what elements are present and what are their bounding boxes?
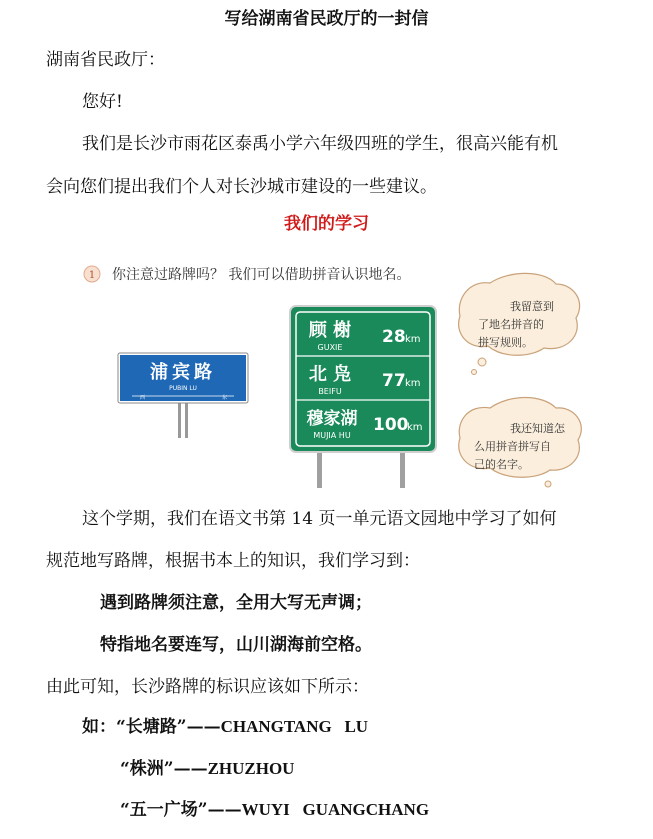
big-sign-name-3: 穆家湖	[306, 409, 358, 429]
thought-bubble-2	[459, 398, 582, 488]
big-sign-distance-2: 77	[382, 371, 406, 391]
big-sign-name-2: 北 凫	[308, 364, 352, 385]
big-sign-name-1: 顾 榭	[308, 320, 352, 341]
big-sign-distance-1: 28	[382, 327, 406, 347]
example-pinyin-2: ZHUZHOU	[207, 759, 295, 778]
salutation: 湖南省民政厅：	[46, 50, 165, 70]
big-sign-unit-1: km	[405, 334, 421, 345]
bubble1-line-3: 拼写规则。	[478, 336, 533, 349]
example-name-1: “长塘路”	[116, 717, 187, 737]
para2-line-1: 这个学期，我们在语文书第 14 页一单元语文园地中学习了如何	[82, 509, 557, 529]
road-sign-figure	[70, 258, 610, 490]
rule-1: 遇到路牌须注意，全用大写无声调；	[100, 593, 372, 613]
example-dash-2: ——	[173, 759, 208, 779]
intro-line-2: 会向您们提出我们个人对长沙城市建设的一些建议。	[46, 177, 437, 197]
example-dash-1: ——	[186, 717, 221, 737]
big-road-sign	[290, 306, 436, 488]
para2-line-2: 规范地写路牌，根据书本上的知识，我们学习到：	[46, 551, 420, 571]
thought-bubble-1	[459, 273, 580, 374]
rule-2: 特指地名要连写，山川湖海前空格。	[100, 635, 372, 655]
example-pinyin-1: CHANGTANG LU	[220, 717, 369, 736]
big-sign-pinyin-2: BEIFU	[318, 387, 342, 396]
prompt-text: 你注意过路牌吗？ 我们可以借助拼音认识地名。	[112, 267, 411, 283]
example-prefix: 如：	[82, 717, 116, 737]
big-sign-distance-3: 100	[373, 415, 409, 435]
small-sign-pinyin: PUBIN LU	[169, 385, 197, 392]
small-sign-left-mark: 西	[140, 395, 146, 401]
example-row-1	[82, 716, 368, 738]
section-title: 我们的学习	[284, 214, 369, 234]
small-road-sign	[118, 353, 248, 438]
example-row-3	[120, 799, 429, 821]
greeting: 您好!	[82, 92, 123, 112]
letter-title: 写给湖南省民政厅的一封信	[224, 9, 429, 29]
example-row-2	[120, 758, 294, 780]
big-sign-unit-2: km	[405, 378, 421, 389]
prompt-number: 1	[88, 270, 96, 281]
big-sign-unit-3: km	[407, 422, 423, 433]
example-name-2: “株洲”	[120, 759, 174, 779]
bubble2-line-3: 己的名字。	[474, 458, 529, 471]
example-pinyin-3: WUYI GUANGCHANG	[241, 800, 430, 819]
big-sign-pinyin-3: MUJIA HU	[313, 431, 351, 440]
bubble2-line-2: 么用拼音拼写自	[474, 440, 551, 453]
intro-line-1: 我们是长沙市雨花区泰禹小学六年级四班的学生，很高兴能有机	[82, 134, 558, 154]
conclusion: 由此可知，长沙路牌的标识应该如下所示：	[46, 677, 369, 697]
small-sign-name: 浦宾路	[150, 362, 216, 383]
bubble2-line-1: 我还知道怎	[510, 422, 565, 435]
bubble1-line-1: 我留意到	[510, 300, 554, 313]
example-name-3: “五一广场”	[120, 800, 208, 820]
big-sign-pinyin-1: GUXIE	[317, 343, 343, 352]
bubble1-line-2: 了地名拼音的	[478, 318, 544, 331]
example-dash-3: ——	[207, 800, 242, 820]
small-sign-right-mark: 东	[222, 395, 228, 401]
